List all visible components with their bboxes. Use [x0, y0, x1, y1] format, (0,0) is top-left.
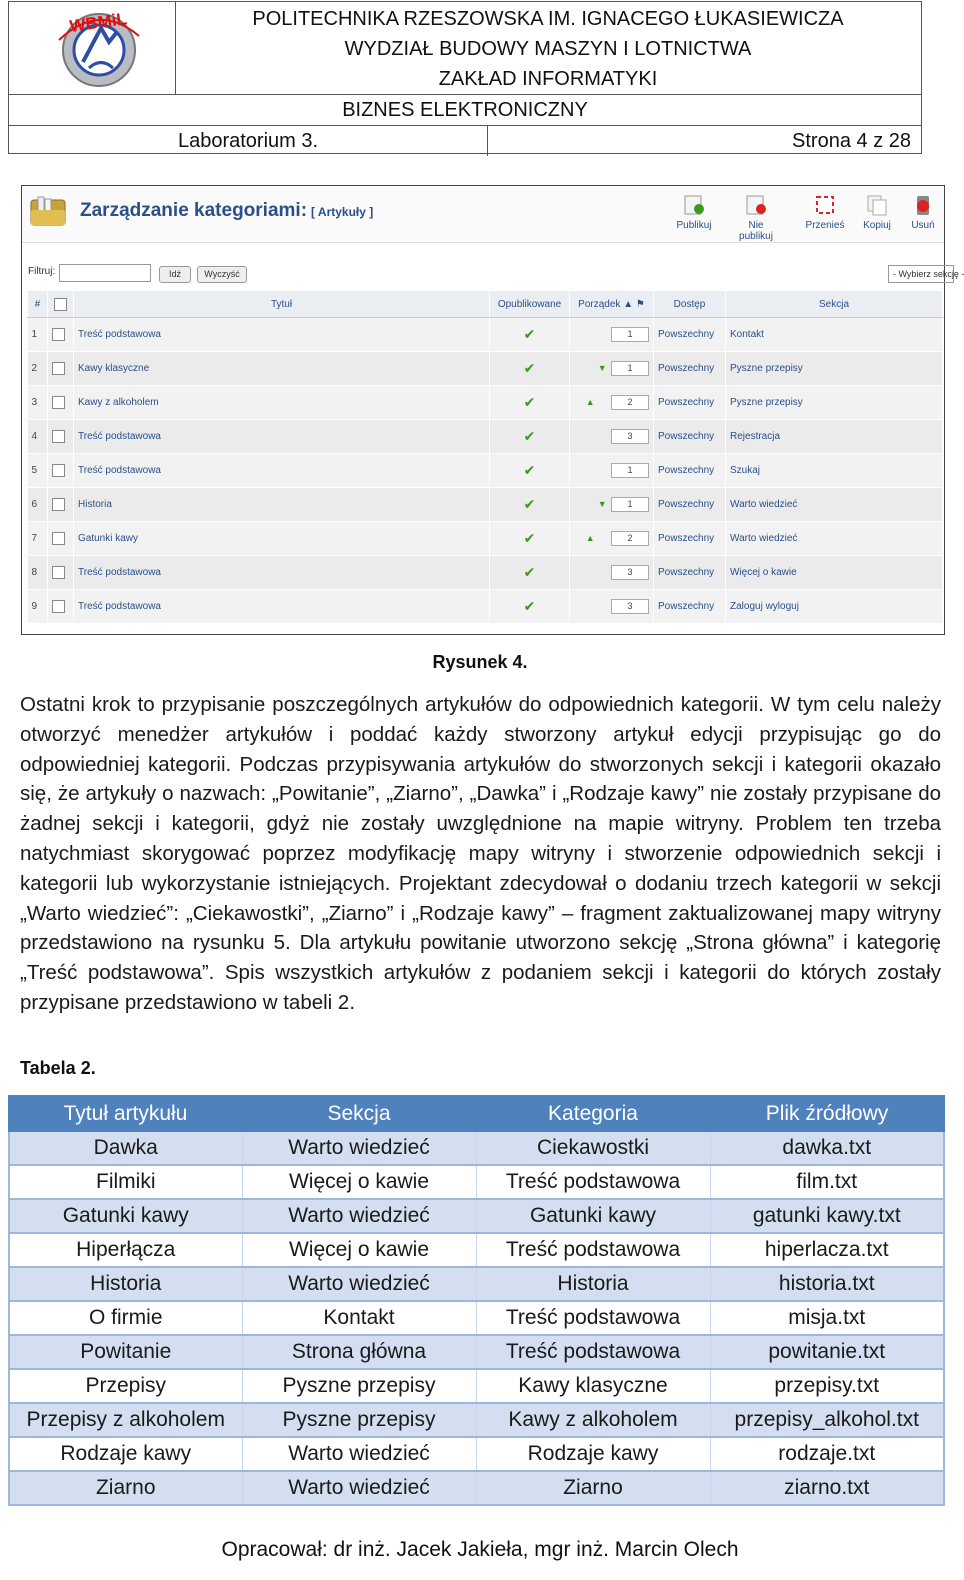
article-source-file: gatunki kawy.txt: [710, 1199, 944, 1233]
category-title-link[interactable]: Treść podstawowa: [74, 420, 490, 454]
access-link[interactable]: Powszechny: [654, 590, 726, 624]
article-category: Ciekawostki: [476, 1131, 710, 1165]
header-section: Sekcja: [242, 1096, 476, 1131]
article-title: Powitanie: [9, 1335, 242, 1369]
filter-input[interactable]: [59, 264, 151, 282]
article-source-file: ziarno.txt: [710, 1471, 944, 1505]
order-input[interactable]: 1: [611, 327, 649, 342]
row-number: 2: [28, 352, 48, 386]
published-check-icon[interactable]: ✔: [523, 394, 536, 410]
published-check-icon[interactable]: ✔: [523, 428, 536, 444]
category-title-link[interactable]: Kawy klasyczne: [74, 352, 490, 386]
column-order-label: Porządek: [578, 298, 621, 310]
column-access[interactable]: Dostęp: [654, 291, 726, 318]
category-row: [28, 420, 943, 454]
row-checkbox[interactable]: [52, 464, 65, 477]
row-number: 9: [28, 590, 48, 624]
article-category: Kawy z alkoholem: [476, 1403, 710, 1437]
sort-asc-icon: ▲: [623, 298, 634, 310]
toolbar-delete-button[interactable]: [898, 194, 948, 231]
category-title-link[interactable]: Gatunki kawy: [74, 522, 490, 556]
article-source-file: przepisy_alkohol.txt: [710, 1403, 944, 1437]
category-title-link[interactable]: Treść podstawowa: [74, 454, 490, 488]
row-checkbox[interactable]: [52, 362, 65, 375]
table-row: [9, 1199, 944, 1233]
table-row: [9, 1165, 944, 1199]
article-category: Historia: [476, 1267, 710, 1301]
category-manager-screenshot: [21, 185, 964, 635]
section-name: Warto wiedzieć: [726, 488, 943, 522]
article-section: Pyszne przepisy: [242, 1369, 476, 1403]
filter-reset-button[interactable]: Wyczyść: [197, 266, 247, 283]
article-title: Rodzaje kawy: [9, 1437, 242, 1471]
category-row: [28, 556, 943, 590]
article-title: Ziarno: [9, 1471, 242, 1505]
move-up-icon[interactable]: ▲: [585, 397, 595, 407]
article-section: Warto wiedzieć: [242, 1471, 476, 1505]
order-cell: [570, 386, 654, 420]
toolbar-publish-button[interactable]: [669, 194, 719, 231]
section-name: Więcej o kawie: [726, 556, 943, 590]
article-category: Treść podstawowa: [476, 1233, 710, 1267]
published-cell: [490, 556, 570, 590]
table-row: [9, 1437, 944, 1471]
article-title: Filmiki: [9, 1165, 242, 1199]
row-select-cell: [48, 556, 74, 590]
articles-table-header: [9, 1096, 944, 1131]
article-title: Historia: [9, 1267, 242, 1301]
save-order-icon[interactable]: ⚑: [635, 298, 645, 310]
order-input[interactable]: 3: [611, 565, 649, 580]
article-source-file: historia.txt: [710, 1267, 944, 1301]
toolbar-move-button[interactable]: [800, 194, 850, 231]
header-meta-row: [9, 125, 921, 156]
article-section: Warto wiedzieć: [242, 1131, 476, 1165]
table-row: [9, 1233, 944, 1267]
delete-icon: [912, 194, 934, 216]
row-select-cell: [48, 522, 74, 556]
order-cell: [570, 352, 654, 386]
filter-go-button[interactable]: Idź: [159, 266, 191, 283]
toolbar-label: Publikuj: [676, 220, 712, 231]
access-link[interactable]: Powszechny: [654, 318, 726, 352]
articles-table: [8, 1095, 945, 1506]
table-row: [9, 1131, 944, 1165]
move-icon: [814, 194, 836, 216]
course-name: BIZNES ELEKTRONICZNY: [9, 94, 921, 126]
published-check-icon[interactable]: ✔: [523, 564, 536, 580]
article-section: Warto wiedzieć: [242, 1437, 476, 1471]
header-article-title: Tytuł artykułu: [9, 1096, 242, 1131]
row-select-cell: [48, 386, 74, 420]
category-title-link[interactable]: Treść podstawowa: [74, 318, 490, 352]
access-link[interactable]: Powszechny: [654, 556, 726, 590]
published-check-icon[interactable]: ✔: [523, 462, 536, 478]
order-cell: [570, 522, 654, 556]
row-select-cell: [48, 352, 74, 386]
section-select[interactable]: - Wybierz sekcję -: [888, 265, 954, 283]
published-cell: [490, 522, 570, 556]
article-category: Treść podstawowa: [476, 1165, 710, 1199]
published-check-icon[interactable]: ✔: [523, 598, 536, 614]
row-number: 5: [28, 454, 48, 488]
toolbar-label: Przenieś: [805, 220, 845, 231]
category-row: [28, 386, 943, 420]
category-table-header: [28, 291, 943, 318]
order-cell: [570, 488, 654, 522]
access-link[interactable]: Powszechny: [654, 420, 726, 454]
publish-icon: [683, 194, 705, 216]
row-checkbox[interactable]: [52, 566, 65, 579]
screenshot-title-text: Zarządzanie kategoriami:: [80, 200, 308, 221]
section-name: Szukaj: [726, 454, 943, 488]
article-title: O firmie: [9, 1301, 242, 1335]
published-cell: [490, 352, 570, 386]
table-row: [9, 1267, 944, 1301]
row-select-cell: [48, 318, 74, 352]
screenshot-subtitle: [ Artykuły ]: [311, 205, 374, 219]
order-input[interactable]: 3: [611, 429, 649, 444]
row-number: 6: [28, 488, 48, 522]
wbmil-logo-icon: [9, 2, 175, 94]
section-name: Pyszne przepisy: [726, 386, 943, 420]
published-cell: [490, 488, 570, 522]
header-source-file: Plik źródłowy: [710, 1096, 944, 1131]
article-source-file: hiperlacza.txt: [710, 1233, 944, 1267]
row-number: 7: [28, 522, 48, 556]
published-cell: [490, 386, 570, 420]
table-row: [9, 1335, 944, 1369]
section-name: Zaloguj wyloguj: [726, 590, 943, 624]
published-cell: [490, 454, 570, 488]
university-logo: [9, 2, 176, 94]
screenshot-toolbar-area: [22, 186, 944, 243]
screenshot-title: [80, 200, 373, 222]
logo-text: WBMiL: [68, 9, 129, 36]
published-cell: [490, 590, 570, 624]
table-row: [9, 1471, 944, 1505]
order-input[interactable]: 1: [611, 463, 649, 478]
order-cell: [570, 454, 654, 488]
table-row: [9, 1403, 944, 1437]
row-select-cell: [48, 454, 74, 488]
row-number: 3: [28, 386, 48, 420]
article-category: Treść podstawowa: [476, 1301, 710, 1335]
select-all-checkbox[interactable]: [54, 298, 67, 311]
article-section: Warto wiedzieć: [242, 1199, 476, 1233]
column-select-all[interactable]: [48, 291, 74, 318]
section-name: Pyszne przepisy: [726, 352, 943, 386]
column-number: #: [28, 291, 48, 318]
category-row: [28, 318, 943, 352]
row-select-cell: [48, 420, 74, 454]
lab-number: Laboratorium 3.: [9, 126, 488, 156]
body-paragraph: Ostatni krok to przypisanie poszczególnych artykułów do odpowiednich kategorii. W tym celu należy otworzyć menedżer artykułów i poddać każdy stworzony artykuł edycji przypisując go do odpowiedniej kategorii. Podczas przypisywania artykułów do stworzonych sekcji i kategorii okazało się, że artykuły o nazwach: „Powitanie”, „Ziarno”, „Dawka” i „Rodzaje kawy” nie zostały przypisane do żadnej sekcji i kategorii, gdyż nie zostały uwzględnione na mapie witryny. Problem ten trzeba natychmiast skorygować poprzez modyfikację mapy witryny i stworzenie odpowiednich sekcji i kategorii lub wykorzystanie istniejących. Projektant zdecydował o dodaniu trzech kategorii w sekcji „Warto wiedzieć”: „Ciekawostki”, „Ziarno” i „Rodzaje kawy” – fragment zaktualizowanej mapy witryny przedstawiono na rysunku 5. Dla artykułu powitanie utworzono sekcję „Strona główna” i kategorię „Treść podstawowa”. Spis wszystkich artykułów z podaniem sekcji i kategorii do których zostały przypisane przedstawiono w tabeli 2.: [20, 693, 941, 1014]
published-check-icon[interactable]: ✔: [523, 496, 536, 512]
article-source-file: powitanie.txt: [710, 1335, 944, 1369]
figure-caption: Rysunek 4.: [432, 652, 528, 672]
article-section: Warto wiedzieć: [242, 1267, 476, 1301]
row-checkbox[interactable]: [52, 532, 65, 545]
row-checkbox[interactable]: [52, 396, 65, 409]
article-section: Pyszne przepisy: [242, 1403, 476, 1437]
published-check-icon[interactable]: ✔: [523, 326, 536, 342]
article-category: Kawy klasyczne: [476, 1369, 710, 1403]
row-checkbox[interactable]: [52, 600, 65, 613]
order-cell: [570, 556, 654, 590]
header-category: Kategoria: [476, 1096, 710, 1131]
order-cell: [570, 590, 654, 624]
section-name: Kontakt: [726, 318, 943, 352]
published-check-icon[interactable]: ✔: [523, 360, 536, 376]
access-link[interactable]: Powszechny: [654, 454, 726, 488]
page-header: [8, 1, 922, 154]
university-name: POLITECHNIKA RZESZOWSKA IM. IGNACEGO ŁUKASIEWICZA: [252, 8, 844, 30]
article-title: Przepisy: [9, 1369, 242, 1403]
row-number: 8: [28, 556, 48, 590]
access-link[interactable]: Powszechny: [654, 522, 726, 556]
article-category: Rodzaje kawy: [476, 1437, 710, 1471]
row-checkbox[interactable]: [52, 430, 65, 443]
move-down-icon[interactable]: ▼: [597, 363, 607, 373]
category-row: [28, 352, 943, 386]
article-title: Dawka: [9, 1131, 242, 1165]
header-institution: [175, 2, 921, 96]
page-footer: Opracował: dr inż. Jacek Jakieła, mgr inż. Marcin Olech: [221, 1538, 739, 1561]
article-source-file: dawka.txt: [710, 1131, 944, 1165]
order-input[interactable]: 1: [611, 361, 649, 376]
faculty-name: WYDZIAŁ BUDOWY MASZYN I LOTNICTWA: [344, 38, 752, 60]
category-row: [28, 488, 943, 522]
category-title-link[interactable]: Treść podstawowa: [74, 590, 490, 624]
page-number: Strona 4 z 28: [792, 130, 911, 152]
row-checkbox[interactable]: [52, 498, 65, 511]
published-cell: [490, 420, 570, 454]
column-published[interactable]: Opublikowane: [490, 291, 570, 318]
table-row: [9, 1301, 944, 1335]
toolbar-label: Usuń: [911, 220, 935, 231]
category-title-link[interactable]: Treść podstawowa: [74, 556, 490, 590]
move-up-icon[interactable]: ▲: [585, 533, 595, 543]
order-input[interactable]: 2: [611, 395, 649, 410]
row-select-cell: [48, 590, 74, 624]
table-row: [9, 1369, 944, 1403]
published-check-icon[interactable]: ✔: [523, 530, 536, 546]
access-link[interactable]: Powszechny: [654, 352, 726, 386]
category-table: [27, 290, 943, 624]
row-number: 4: [28, 420, 48, 454]
article-source-file: film.txt: [710, 1165, 944, 1199]
column-title[interactable]: Tytuł: [74, 291, 490, 318]
move-down-icon[interactable]: ▼: [597, 499, 607, 509]
article-source-file: przepisy.txt: [710, 1369, 944, 1403]
category-row: [28, 454, 943, 488]
filter-label: Filtruj:: [28, 266, 56, 277]
row-checkbox[interactable]: [52, 328, 65, 341]
toolbar-unpublish-button[interactable]: [731, 194, 781, 242]
published-cell: [490, 318, 570, 352]
unpublish-icon: [745, 194, 767, 216]
article-source-file: rodzaje.txt: [710, 1437, 944, 1471]
category-title-link[interactable]: Historia: [74, 488, 490, 522]
article-title: Przepisy z alkoholem: [9, 1403, 242, 1437]
copy-icon: [866, 194, 888, 216]
order-input[interactable]: 1: [611, 497, 649, 512]
article-category: Gatunki kawy: [476, 1199, 710, 1233]
article-title: Gatunki kawy: [9, 1199, 242, 1233]
column-order[interactable]: [570, 291, 654, 318]
category-row: [28, 590, 943, 624]
article-section: Więcej o kawie: [242, 1165, 476, 1199]
table-caption: Tabela 2.: [20, 1058, 96, 1078]
row-number: 1: [28, 318, 48, 352]
article-category: Treść podstawowa: [476, 1335, 710, 1369]
section-name: Rejestracja: [726, 420, 943, 454]
row-select-cell: [48, 488, 74, 522]
department-name: ZAKŁAD INFORMATYKI: [438, 68, 658, 90]
toolbar-label: Nie publikuj: [739, 220, 773, 242]
article-section: Strona główna: [242, 1335, 476, 1369]
category-row: [28, 522, 943, 556]
folder-icon: [30, 196, 66, 226]
toolbar-copy-button[interactable]: [852, 194, 902, 231]
column-section[interactable]: Sekcja: [726, 291, 943, 318]
article-section: Kontakt: [242, 1301, 476, 1335]
article-section: Więcej o kawie: [242, 1233, 476, 1267]
category-title-link[interactable]: Kawy z alkoholem: [74, 386, 490, 420]
order-input[interactable]: 3: [611, 599, 649, 614]
article-category: Ziarno: [476, 1471, 710, 1505]
access-link[interactable]: Powszechny: [654, 488, 726, 522]
order-cell: [570, 318, 654, 352]
order-cell: [570, 420, 654, 454]
order-input[interactable]: 2: [611, 531, 649, 546]
article-source-file: misja.txt: [710, 1301, 944, 1335]
article-title: Hiperłącza: [9, 1233, 242, 1267]
section-name: Warto wiedzieć: [726, 522, 943, 556]
toolbar-label: Kopiuj: [863, 220, 891, 231]
access-link[interactable]: Powszechny: [654, 386, 726, 420]
